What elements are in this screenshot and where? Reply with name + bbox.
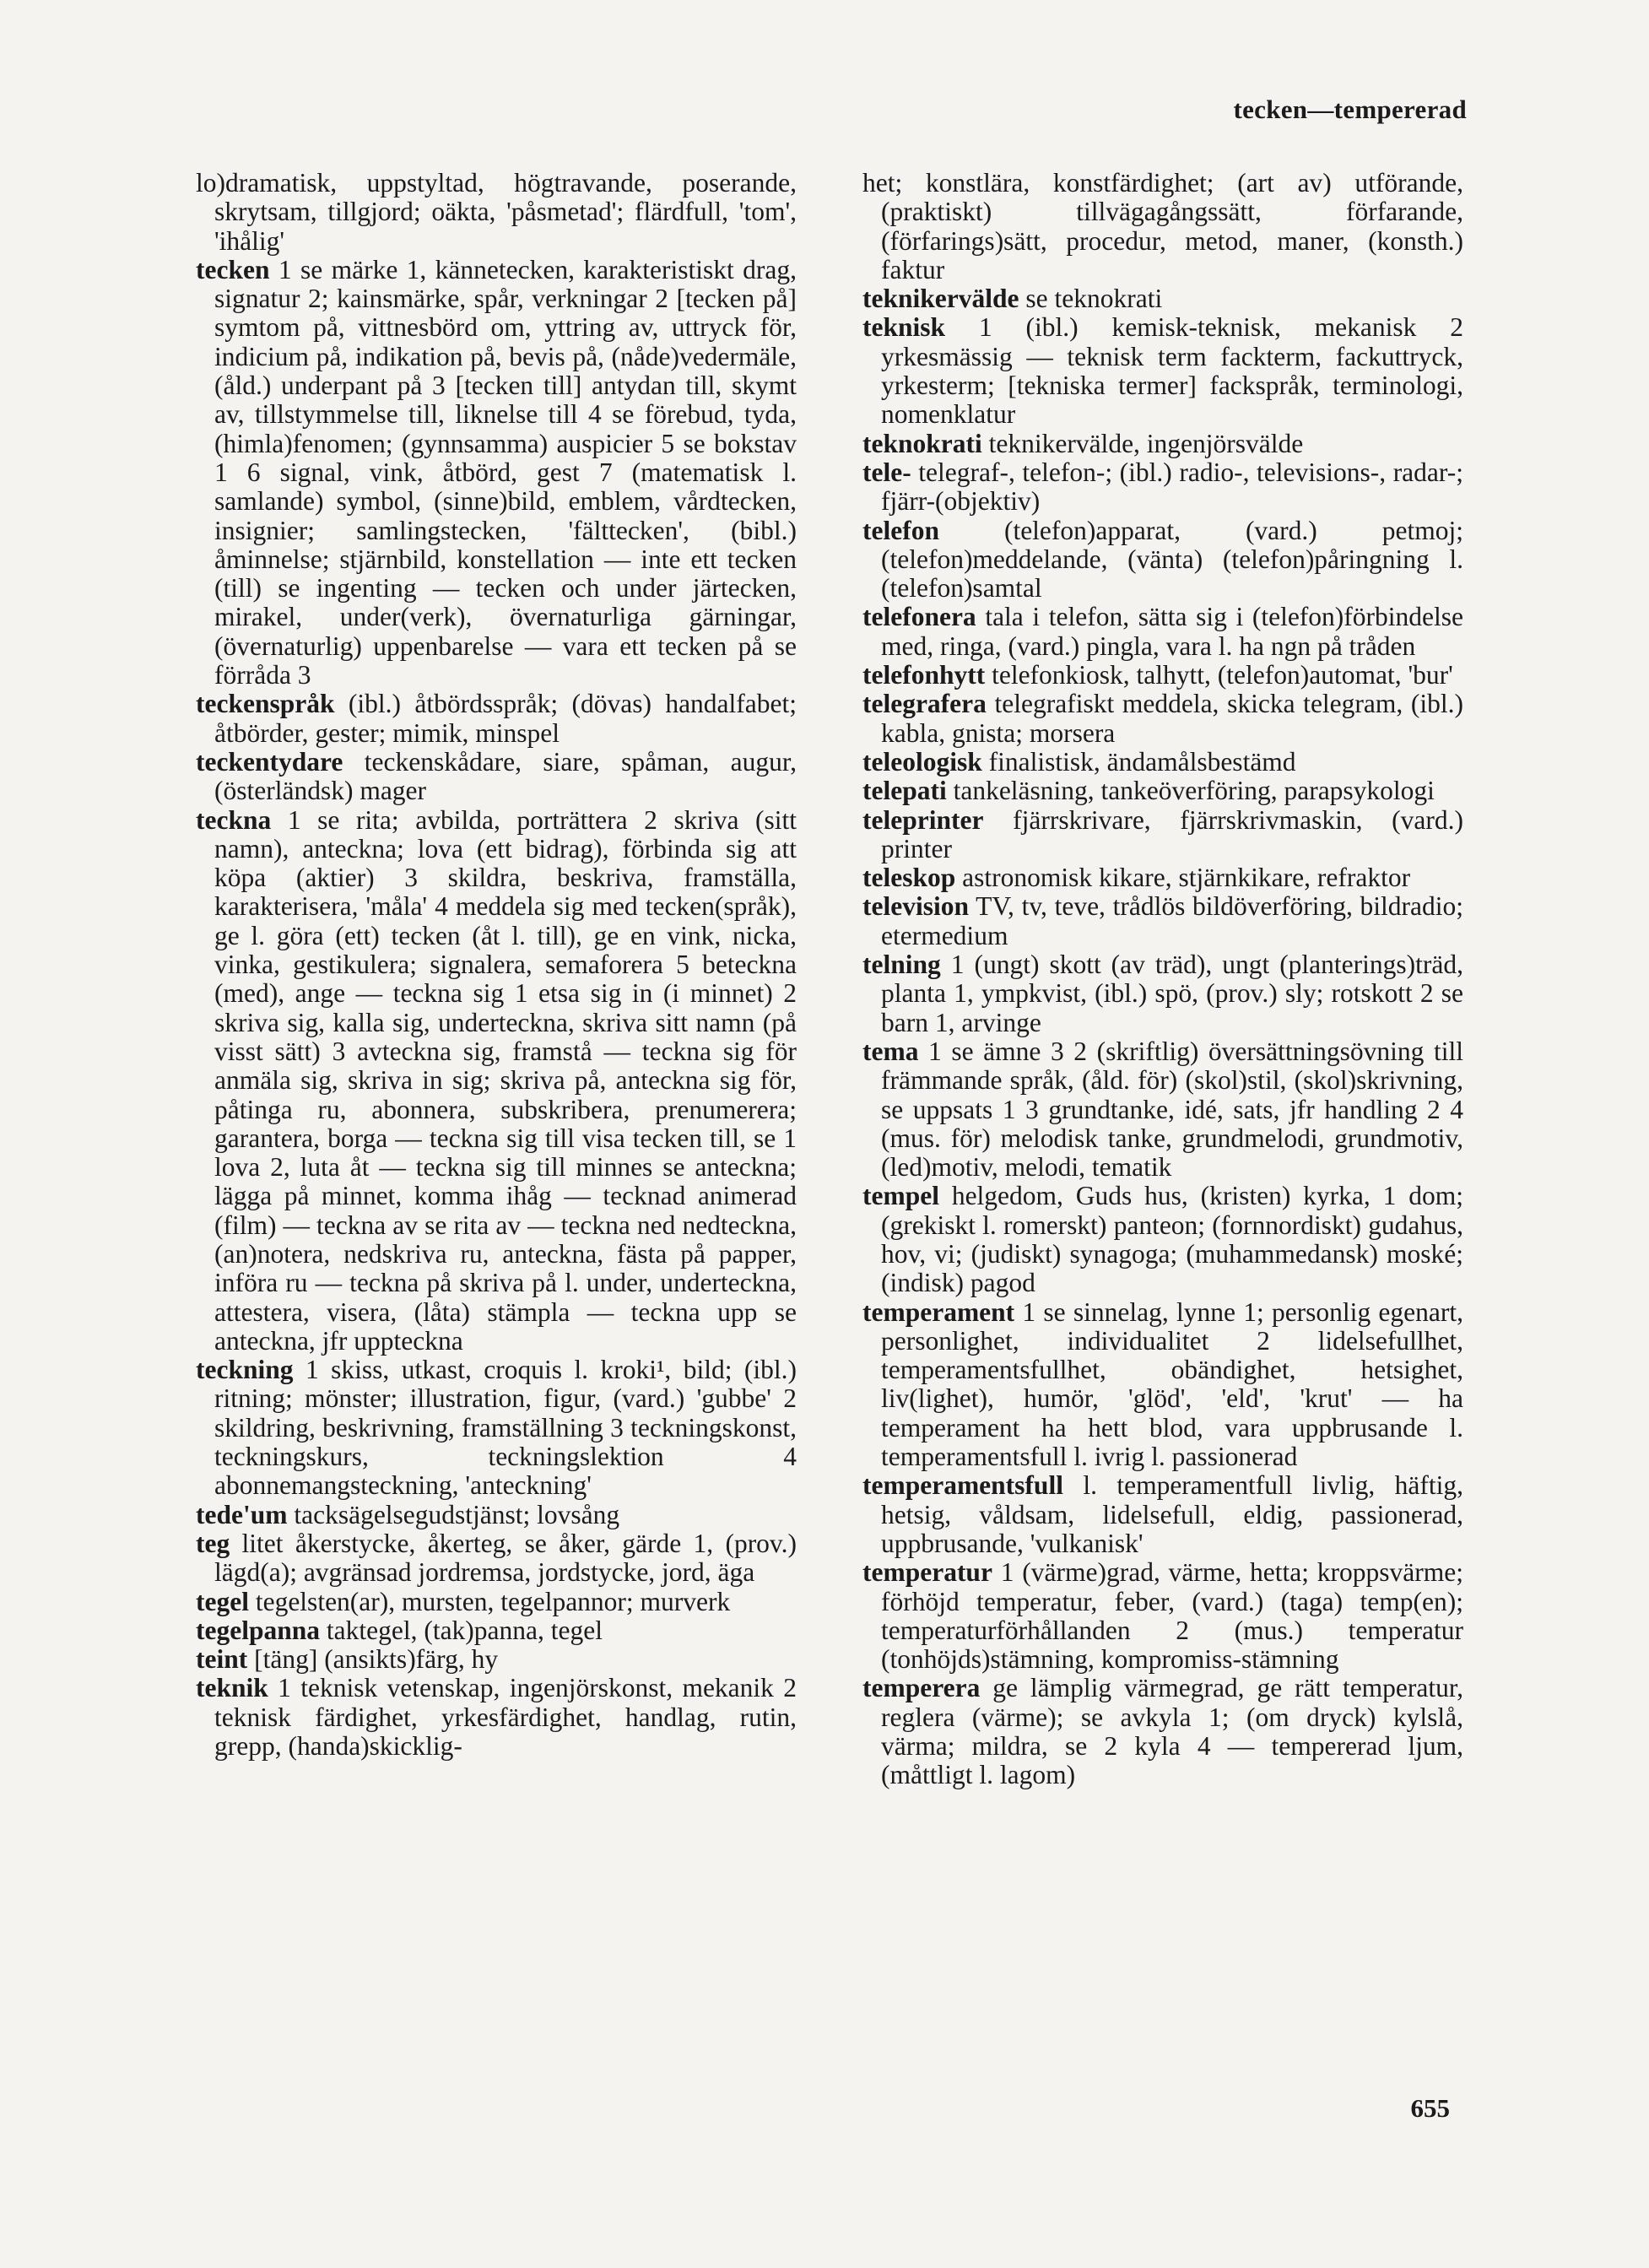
dictionary-entry: teleprinter fjärrskrivare, fjärrskrivmaskin, (vard.) printer bbox=[862, 804, 1470, 863]
dictionary-entry: temperamentsfull l. temperamentfull livlig, häftig, hetsig, våldsam, lidelsefull, eldig, passionerad, uppbrusande, 'vulkanisk' bbox=[862, 1470, 1470, 1558]
headword: tegelpanna bbox=[196, 1615, 321, 1645]
headword: telefonera bbox=[862, 602, 976, 632]
left-column bbox=[196, 168, 803, 1762]
headword: tele- bbox=[862, 457, 911, 487]
headword: television bbox=[862, 891, 969, 922]
headword: tempel bbox=[862, 1181, 939, 1211]
dictionary-entry: teint [täng] (ansikts)färg, hy bbox=[196, 1644, 499, 1675]
headword: temperament bbox=[862, 1296, 1015, 1327]
headword: teknokrati bbox=[862, 428, 982, 458]
headword: teknikervälde bbox=[862, 284, 1019, 314]
headword: telefon bbox=[862, 515, 939, 545]
headword: teknik bbox=[196, 1673, 268, 1703]
headword: tema bbox=[862, 1036, 919, 1066]
dictionary-entry: tema 1 se ämne 3 2 (skriftlig) översättningsövning till främmande språk, (åld. för) (skol)stil, (skol)skrivning, se uppsats 1 3 grundtanke, idé, sats, jfr handling 2 4 (mus. för) melodisk tanke, grundmelodi, grundmotiv, (led)motiv, melodi, tematik bbox=[862, 1036, 1470, 1183]
dictionary-entry: tele- telegraf-, telefon-; (ibl.) radio-, televisions-, radar-; fjärr-(objektiv) bbox=[862, 457, 1470, 517]
headword: teckenspråk bbox=[196, 689, 335, 719]
dictionary-entry: temperament 1 se sinnelag, lynne 1; personlig egenart, personlighet, individualitet 2 lidelsefullhet, temperamentsfullhet, obändighet, hetsighet, liv(lighet), humör, 'glöd', 'eld', 'krut' — ha temperament ha hett blod, vara uppbrusande l. temperamentsfull l. ivrig l. passionerad bbox=[862, 1296, 1470, 1472]
dictionary-entry: teknikervälde se teknokrati bbox=[862, 284, 1163, 314]
dictionary-entry: telefonera tala i telefon, sätta sig i (telefon)förbindelse med, ringa, (vard.) pingla, vara l. ha ngn på tråden bbox=[862, 602, 1470, 661]
headword: teg bbox=[196, 1528, 230, 1558]
dictionary-entry: telegrafera telegrafiskt meddela, skicka telegram, (ibl.) kabla, gnista; morsera bbox=[862, 689, 1470, 748]
dictionary-entry: tede'um tacksägelsegudstjänst; lovsång bbox=[196, 1499, 620, 1529]
headword: temperatur bbox=[862, 1557, 992, 1588]
dictionary-entry: temperera ge lämplig värmegrad, ge rätt temperatur, reglera (värme); se avkyla 1; (om dryck) kylslå, värma; mildra, se 2 kyla 4 — tempererad ljum, (måttligt l. lagom) bbox=[862, 1673, 1470, 1790]
dictionary-entry: teckenspråk (ibl.) åtbördsspråk; (dövas) handalfabet; åtbörder, gester; mimik, minspel bbox=[196, 689, 803, 748]
headword: teckentydare bbox=[196, 746, 343, 777]
dictionary-entry: temperatur 1 (värme)grad, värme, hetta; kroppsvärme; förhöjd temperatur, feber, (vard.) (taga) temp(en); temperaturförhållanden 2 (mus.) temperatur (tonhöjds)stämning, kompromiss-stämning bbox=[862, 1557, 1470, 1675]
headword: tecken bbox=[196, 254, 270, 284]
headword: teknisk bbox=[862, 312, 946, 343]
dictionary-entry: teckning 1 skiss, utkast, croquis l. kroki¹, bild; (ibl.) ritning; mönster; illustration, figur, (vard.) 'gubbe' 2 skildring, beskrivning, framställning 3 teckningskonst, teckningskurs, teckningslektion 4 abonnemangsteckning, 'anteckning' bbox=[196, 1355, 803, 1501]
dictionary-entry: tempel helgedom, Guds hus, (kristen) kyrka, 1 dom; (grekiskt l. romerskt) panteon; (fornnordiskt) gudahus, hov, vi; (judiskt) synagoga; (muhammedansk) moské; (indisk) pagod bbox=[862, 1181, 1470, 1298]
dictionary-entry: teg litet åkerstycke, åkerteg, se åker, gärde 1, (prov.) lägd(a); avgränsad jordremsa, jordstycke, jord, äga bbox=[196, 1528, 803, 1588]
dictionary-entry: telefon (telefon)apparat, (vard.) petmoj; (telefon)meddelande, (vänta) (telefon)påringning l. (telefon)samtal bbox=[862, 515, 1470, 604]
dictionary-entry: teckna 1 se rita; avbilda, porträttera 2 skriva (sitt namn), anteckna; lova (ett bidrag), förbinda sig att köpa (aktier) 3 skildra, beskriva, framställa, karakterisera, 'måla' 4 meddela sig med tecken(språk), ge l. göra (ett) tecken (åt l. till), ge en vink, nicka, vinka, gestikulera; signalera, semaforera 5 beteckna (med), ange — teckna sig 1 etsa sig in (i minnet) 2 skriva sig, kalla sig, underteckna, skriva sitt namn (på visst sätt) 3 avteckna sig, framstå — teckna sig för anmäla sig, skriva in sig; skriva på, anteckna sig för, påtinga ru, abonnera, subskribera, prenumerera; garantera, borga — teckna sig till visa tecken till, se 1 lova 2, luta åt — teckna sig till minnes se anteckna; lägga på minnet, komma ihåg — tecknad animerad (film) — teckna av se rita av — teckna ned nedteckna, (an)notera, nedskriva ru, anteckna, fästa på papper, införa ru — teckna på skriva på l. under, underteckna, attestera, visera, (låta) stämpla — teckna upp se anteckna, jfr uppteckna bbox=[196, 804, 803, 1356]
dictionary-entry: teleologisk finalistisk, ändamålsbestämd bbox=[862, 746, 1296, 777]
dictionary-entry: telefonhytt telefonkiosk, talhytt, (telefon)automat, 'bur' bbox=[862, 660, 1453, 690]
headword: teleologisk bbox=[862, 746, 982, 777]
page-number: 655 bbox=[1410, 2093, 1450, 2123]
headword: telepati bbox=[862, 776, 947, 806]
dictionary-entry: telning 1 (ungt) skott (av träd), ungt (planterings)träd, planta 1, ympkvist, (ibl.) spö, (prov.) sly; rotskott 2 se barn 1, arvinge bbox=[862, 950, 1470, 1037]
dictionary-entry: tegelpanna taktegel, (tak)panna, tegel bbox=[196, 1615, 603, 1645]
dictionary-entry: teknokrati teknikervälde, ingenjörsvälde bbox=[862, 428, 1304, 458]
headword: temperera bbox=[862, 1673, 981, 1703]
headword: teint bbox=[196, 1644, 248, 1675]
dictionary-entry: tegel tegelsten(ar), mursten, tegelpannor; murverk bbox=[196, 1586, 731, 1616]
dictionary-entry: teckentydare teckenskådare, siare, spåman, augur, (österländsk) mager bbox=[196, 746, 803, 806]
dictionary-entry: teleskop astronomisk kikare, stjärnkikare, refraktor bbox=[862, 863, 1411, 893]
headword: tede'um bbox=[196, 1499, 288, 1529]
headword: telefonhytt bbox=[862, 660, 986, 690]
dictionary-entry: telepati tankeläsning, tankeöverföring, parapsykologi bbox=[862, 776, 1435, 806]
dictionary-entry: television TV, tv, teve, trådlös bildöverföring, bildradio; etermedium bbox=[862, 891, 1470, 950]
dictionary-entry: tecken 1 se märke 1, kännetecken, karakteristiskt drag, signatur 2; kainsmärke, spår, verkningar 2 [tecken på] symtom på, vittnesbörd om, yttring av, uttryck för, indicium på, indikation på, bevis på, (nåde)vedermäle, (åld.) underpant på 3 [tecken till] antydan till, skymt av, tillstymmelse till, liknelse till 4 se förebud, tyda, (himla)fenomen; (gynnsamma) auspicier 5 se bokstav 1 6 signal, vink, åtbörd, gest 7 (matematisk l. samlande) symbol, (sinne)bild, emblem, vårdtecken, insignier; samlingstecken, 'fälttecken', (bibl.) åminnelse; stjärnbild, konstellation — inte ett tecken (till) se ingenting — tecken och under järtecken, mirakel, under(verk), övernaturliga gärningar, (övernaturlig) uppenbarelse — vara ett tecken på se förråda 3 bbox=[196, 254, 803, 690]
headword: teleprinter bbox=[862, 804, 984, 835]
dictionary-entry: het; konstlära, konstfärdighet; (art av) utförande, (praktiskt) tillvägagångssätt, förfarande, (förfarings)sätt, procedur, metod, maner, (konsth.) faktur bbox=[862, 168, 1470, 284]
headword: tegel bbox=[196, 1586, 249, 1616]
headword: telning bbox=[862, 950, 941, 980]
dictionary-entry: lo)dramatisk, uppstyltad, högtravande, poserande, skrytsam, tillgjord; oäkta, 'påsmetad'; flärdfull, 'tom', 'ihålig' bbox=[196, 168, 803, 256]
dictionary-entry: teknisk 1 (ibl.) kemisk-teknisk, mekanisk 2 yrkesmässig — teknisk term fackterm, fackuttryck, yrkesterm; [tekniska termer] fackspråk, terminologi, nomenklatur bbox=[862, 312, 1470, 430]
headword: telegrafera bbox=[862, 689, 987, 719]
headword: teckning bbox=[196, 1355, 294, 1385]
headword: temperamentsfull bbox=[862, 1470, 1063, 1501]
dictionary-entry: teknik 1 teknisk vetenskap, ingenjörskonst, mekanik 2 teknisk färdighet, yrkesfärdighet, handlag, rutin, grepp, (handa)skicklig- bbox=[196, 1673, 803, 1762]
right-column bbox=[862, 168, 1470, 1790]
running-head: tecken—tempererad bbox=[1233, 95, 1467, 124]
headword: teleskop bbox=[862, 863, 956, 893]
headword: teckna bbox=[196, 804, 272, 835]
